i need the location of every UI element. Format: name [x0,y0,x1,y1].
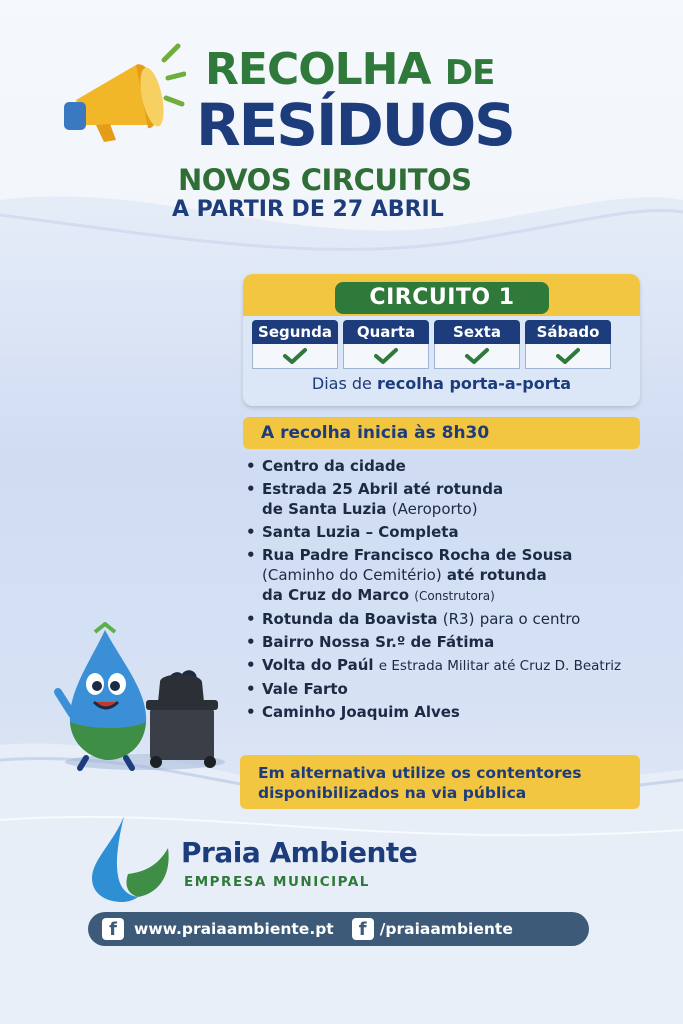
check-icon [373,347,399,365]
location-note: (R3) [442,610,475,628]
day-segunda [252,320,338,369]
list-item [246,456,676,476]
website-link[interactable]: www.praiaambiente.pt [134,920,334,938]
location-text: Caminho Joaquim Alves [262,703,460,721]
location-note: (Aeroporto) [391,500,478,518]
location-note: e Estrada Militar até Cruz D. Beatriz [378,658,622,674]
location-text: até rotunda [446,566,547,584]
title-de: DE [444,53,495,93]
alternative-line-2: disponibilizados na via pública [258,784,527,802]
list-item [246,522,676,542]
list-item [246,609,676,629]
brand-name: Praia Ambiente [181,836,418,869]
social-bar [88,912,589,946]
location-text: Vale Farto [262,680,348,698]
location-note: para o centro [479,610,581,628]
locations-list [246,456,676,725]
location-text: Rua Padre Francisco Rocha de Sousa [262,546,573,564]
subtitle-novos-circuitos: NOVOS CIRCUITOS [178,163,472,197]
facebook-link[interactable]: /praiaambiente [379,920,513,938]
day-check [343,344,429,369]
check-icon [464,347,490,365]
location-note: (Construtora) [414,589,495,603]
list-item [246,655,676,676]
day-check [252,344,338,369]
title-line-1 [205,44,495,95]
water-drop-logo-icon [88,812,178,904]
day-label: Sexta [434,320,520,344]
alternative-line-1: Em alternativa utilize os contentores [258,764,582,782]
brand-subtitle: EMPRESA MUNICIPAL [184,874,370,890]
facebook-icon: f [102,918,124,940]
list-item [246,702,676,722]
circuit-label: CIRCUITO 1 [335,282,549,314]
list-item [246,679,676,699]
check-icon [282,347,308,365]
title-line-2: RESÍDUOS [196,91,514,159]
day-sabado [525,320,611,369]
location-text: Bairro Nossa Sr.º de Fátima [262,633,495,651]
list-item [246,632,676,652]
day-label: Quarta [343,320,429,344]
location-text: Estrada 25 Abril até rotunda [262,480,504,498]
day-label: Segunda [252,320,338,344]
footer-prefix: Dias de [311,374,372,393]
mascot-drop [50,622,225,772]
collection-days [252,320,611,369]
location-text: Volta do Paúl [262,656,374,674]
location-text: da Cruz do Marco [262,586,410,604]
facebook-icon: f [352,918,374,940]
subtitle-date: A PARTIR DE 27 ABRIL [172,197,444,222]
location-note: (Caminho do Cemitério) [262,566,442,584]
circuit-card [243,274,640,406]
footer-bold: recolha porta-a-porta [376,374,572,393]
list-item [246,545,676,606]
alternative-bar [240,755,640,809]
location-text: Rotunda da Boavista [262,610,438,628]
day-sexta [434,320,520,369]
check-icon [555,347,581,365]
circuit-footer [243,374,640,393]
start-time-bar: A recolha inicia às 8h30 [243,417,640,449]
megaphone-icon [56,30,186,150]
title-recolha: RECOLHA [205,44,431,95]
day-label: Sábado [525,320,611,344]
location-text: Santa Luzia – Completa [262,523,459,541]
location-text: de Santa Luzia [262,500,387,518]
day-quarta [343,320,429,369]
day-check [525,344,611,369]
day-check [434,344,520,369]
list-item [246,479,676,519]
location-text: Centro da cidade [262,457,406,475]
